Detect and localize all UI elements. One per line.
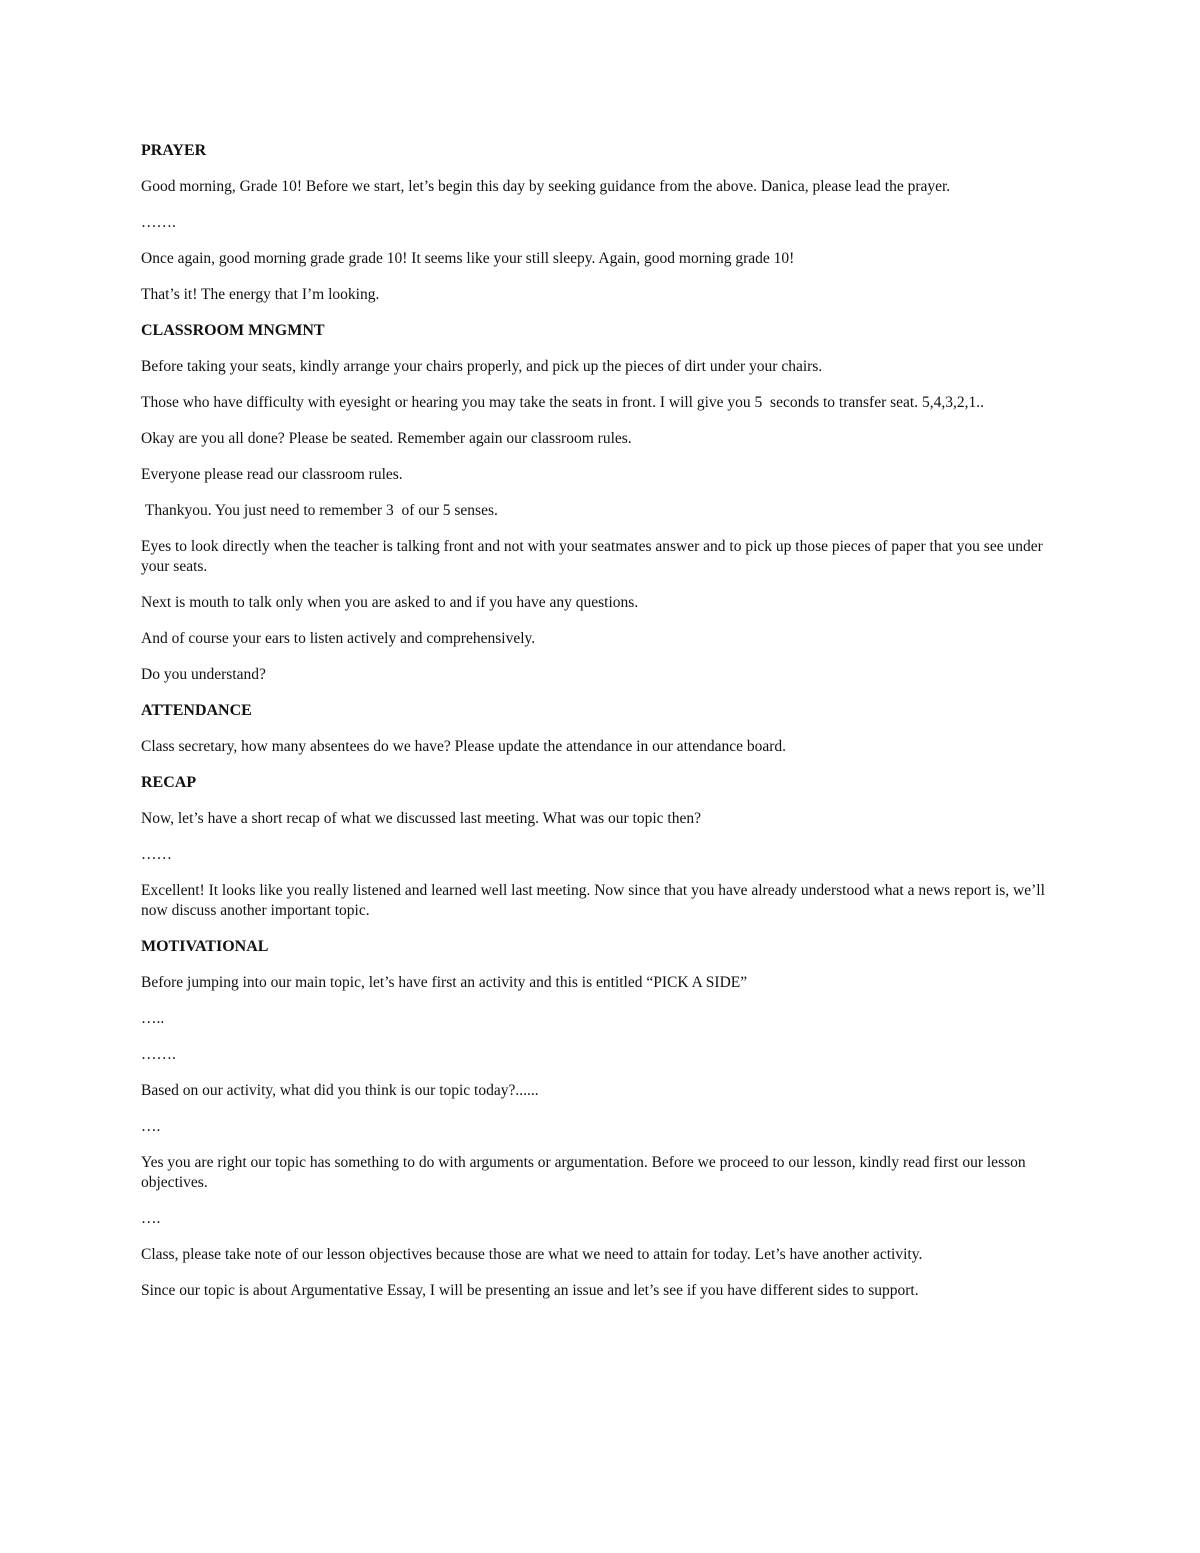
paragraph: …….: [141, 214, 176, 231]
paragraph: ….: [141, 1118, 161, 1135]
paragraph: Class, please take note of our lesson objectives because those are what we need to attain for today. Let’s have another activity.: [141, 1246, 923, 1263]
paragraph: …….: [141, 1046, 176, 1063]
paragraph: …..: [141, 1010, 165, 1027]
paragraph: And of course your ears to listen actively and comprehensively.: [141, 630, 536, 647]
paragraph: Eyes to look directly when the teacher is talking front and not with your seatmates answer and to pick up those pieces of paper that you see under your seats.: [141, 538, 1047, 575]
paragraph: Yes you are right our topic has something to do with arguments or argumentation. Before we proceed to our lesson, kindly read first our lesson objectives.: [141, 1154, 1030, 1191]
paragraph: Now, let’s have a short recap of what we discussed last meeting. What was our topic then?: [141, 810, 701, 827]
paragraph: Everyone please read our classroom rules.: [141, 466, 403, 483]
section-heading: MOTIVATIONAL: [141, 938, 269, 955]
paragraph: Thankyou. You just need to remember 3 of our 5 senses.: [141, 502, 498, 519]
paragraph: ….: [141, 1210, 161, 1227]
paragraph: Before taking your seats, kindly arrange your chairs properly, and pick up the pieces of dirt under your chairs.: [141, 358, 823, 375]
paragraph: Those who have difficulty with eyesight or hearing you may take the seats in front. I will give you 5 seconds to transfer seat. 5,4,3,2,1..: [141, 394, 984, 411]
section-heading: CLASSROOM MNGMNT: [141, 322, 325, 339]
paragraph: Class secretary, how many absentees do we have? Please update the attendance in our attendance board.: [141, 738, 786, 755]
section-heading: PRAYER: [141, 142, 207, 159]
document-page: [141, 141, 1051, 1317]
paragraph: Next is mouth to talk only when you are asked to and if you have any questions.: [141, 594, 639, 611]
paragraph: Excellent! It looks like you really listened and learned well last meeting. Now since that you have already understood what a news report is, we’ll now discuss another important topic.: [141, 882, 1049, 919]
paragraph: Good morning, Grade 10! Before we start, let’s begin this day by seeking guidance from the above. Danica, please lead the prayer.: [141, 178, 951, 195]
section-heading: RECAP: [141, 774, 197, 791]
paragraph: ……: [141, 846, 172, 863]
paragraph: Okay are you all done? Please be seated. Remember again our classroom rules.: [141, 430, 632, 447]
paragraph: Do you understand?: [141, 666, 266, 683]
section-heading: ATTENDANCE: [141, 702, 252, 719]
paragraph: Once again, good morning grade grade 10! It seems like your still sleepy. Again, good morning grade 10!: [141, 250, 795, 267]
paragraph: Before jumping into our main topic, let’s have first an activity and this is entitled “PICK A SIDE”: [141, 974, 748, 991]
paragraph: Based on our activity, what did you think is our topic today?......: [141, 1082, 539, 1099]
paragraph: That’s it! The energy that I’m looking.: [141, 286, 380, 303]
paragraph: Since our topic is about Argumentative Essay, I will be presenting an issue and let’s see if you have different sides to support.: [141, 1282, 919, 1299]
